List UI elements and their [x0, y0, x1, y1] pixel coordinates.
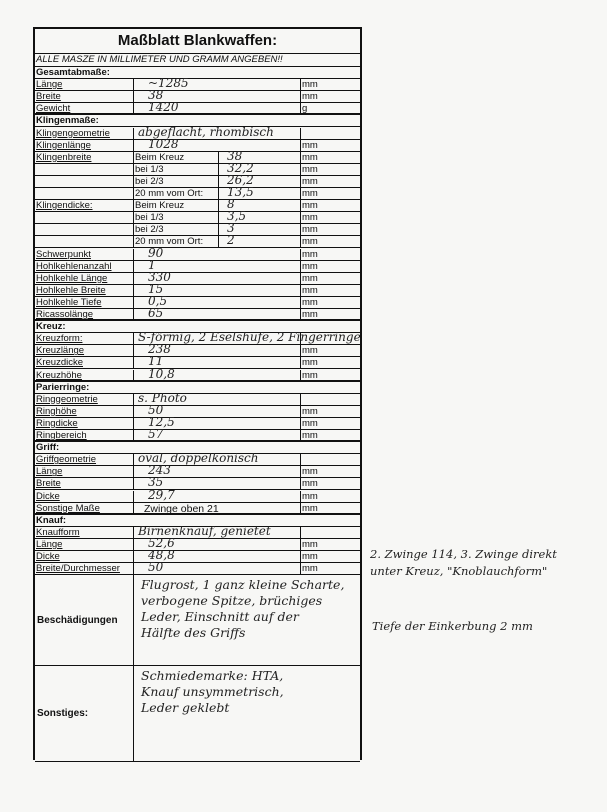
row-label: Hohlkehle Tiefe — [36, 296, 102, 308]
handwritten-value: Birnenknauf, genietet — [138, 523, 271, 538]
table-row — [35, 185, 360, 200]
handwritten-value: 3 — [227, 221, 235, 236]
table-row — [35, 402, 360, 418]
row-label: Knaufform — [36, 526, 80, 538]
section-title: Griff: — [36, 442, 60, 454]
unit-label: mm — [302, 188, 318, 199]
sheet-subtitle: ALLE MASZE IN MILLIMETER UND GRAMM ANGEBEN!! — [35, 53, 360, 67]
row-sublabel: bei 2/3 — [133, 224, 218, 235]
value-field[interactable] — [133, 427, 301, 441]
unit-label: mm — [302, 236, 318, 248]
unit-label: mm — [302, 345, 318, 357]
unit-label: mm — [302, 490, 318, 502]
table-row — [35, 221, 360, 236]
handwritten-value: 50 — [148, 560, 164, 575]
table-row — [35, 535, 360, 551]
value-field[interactable] — [133, 245, 301, 260]
handwritten-value: ~1285 — [148, 76, 189, 91]
row-label: Kreuzlänge — [36, 345, 85, 357]
unit-label: mm — [302, 478, 318, 490]
table-row — [35, 475, 360, 490]
table-row — [35, 88, 360, 103]
handwritten-value: 330 — [148, 269, 171, 284]
unit-label: mm — [302, 538, 318, 550]
measurement-sheet — [33, 27, 362, 760]
row-label: Kreuzhöhe — [36, 369, 82, 381]
unit-label: mm — [302, 309, 318, 320]
unit-label: mm — [302, 224, 318, 236]
table-row — [35, 366, 360, 382]
unit-label: mm — [302, 502, 318, 514]
row-label: Griffgeometrie — [36, 454, 97, 466]
unit-label: mm — [302, 272, 318, 284]
row-label: Klingendicke: — [36, 200, 93, 212]
row-label: Ringhöhe — [36, 405, 77, 417]
value-field[interactable] — [133, 100, 301, 115]
unit-label: mm — [302, 91, 318, 103]
zwinge-note-line-2: unter Kreuz, "Knoblauchform" — [370, 564, 548, 578]
handwritten-value: 90 — [148, 245, 164, 260]
misc-box — [35, 666, 360, 762]
unit-label — [301, 527, 362, 538]
handwritten-value: 48,8 — [148, 548, 175, 562]
remark-line: Schmiedemarke: HTA, — [141, 668, 284, 684]
table-row — [35, 148, 360, 164]
row-label: Ricassolänge — [36, 309, 94, 320]
table-row — [35, 342, 360, 357]
handwritten-value: 57 — [148, 427, 164, 441]
handwritten-value: 29,7 — [148, 487, 175, 502]
table-row — [35, 560, 360, 575]
unit-label: mm — [302, 175, 318, 187]
handwritten-value: abgeflacht, rhombisch — [138, 124, 274, 139]
row-label: Dicke — [36, 551, 60, 562]
unit-label: mm — [302, 248, 318, 260]
handwritten-value: S-förmig, 2 Eselshufe, 2 Fingerringe — [138, 330, 361, 345]
remark-line: Leder geklebt — [141, 700, 230, 716]
value-field[interactable] — [218, 233, 301, 248]
row-sublabel: 20 mm vom Ort: — [133, 188, 218, 199]
unit-label: mm — [302, 430, 318, 441]
row-sublabel: bei 1/3 — [133, 212, 218, 223]
handwritten-value: 65 — [148, 306, 164, 320]
table-row — [35, 451, 360, 466]
handwritten-value: 10,8 — [148, 366, 175, 381]
row-label — [35, 164, 133, 175]
unit-label: mm — [302, 139, 318, 151]
row-label: Ringgeometrie — [36, 393, 98, 405]
row-sublabel: bei 1/3 — [133, 164, 218, 175]
handwritten-value: 1420 — [148, 100, 179, 115]
row-sublabel: 20 mm vom Ort: — [133, 236, 218, 247]
section-header-row — [35, 67, 360, 79]
row-label: Dicke — [36, 490, 60, 502]
column-divider — [133, 666, 134, 761]
row-label: Hohlkehlenanzahl — [36, 260, 112, 272]
box-label: Beschädigungen — [37, 614, 118, 626]
handwritten-value: oval, doppelkonisch — [138, 451, 259, 466]
unit-label: mm — [302, 405, 318, 417]
unit-label: mm — [302, 79, 318, 91]
table-row — [35, 209, 360, 224]
handwritten-value: 2 — [227, 233, 235, 248]
row-label: Länge — [36, 79, 63, 91]
unit-label: mm — [302, 260, 318, 272]
handwritten-value: 8 — [227, 197, 235, 212]
table-row — [35, 523, 360, 539]
row-sublabel: bei 2/3 — [133, 176, 218, 187]
remark-line: Leder, Einschnitt auf der — [141, 609, 299, 625]
handwritten-value: 26,2 — [227, 172, 254, 187]
unit-label: g — [302, 103, 308, 115]
row-sublabel: Beim Kreuz — [133, 200, 218, 211]
handwritten-value: 15 — [148, 281, 164, 296]
row-label: Breite — [36, 91, 61, 103]
row-label: Breite/Durchmesser — [36, 563, 120, 575]
row-label: Länge — [36, 538, 63, 550]
value-field[interactable] — [133, 503, 301, 513]
section-title: Knauf: — [36, 514, 67, 526]
value-field[interactable] — [133, 487, 301, 502]
table-row — [35, 124, 360, 140]
handwritten-value: 38 — [148, 88, 164, 103]
row-label — [35, 176, 133, 187]
row-label — [35, 212, 133, 223]
row-label: Sonstige Maße — [36, 502, 100, 514]
handwritten-value: s. Photo — [138, 390, 187, 405]
zwinge-note-line-1: 2. Zwinge 114, 3. Zwinge direkt — [370, 547, 557, 561]
table-row — [35, 354, 360, 369]
row-label — [35, 188, 133, 199]
handwritten-value: 238 — [148, 342, 171, 357]
row-label: Ringdicke — [36, 417, 78, 429]
table-row — [35, 463, 360, 478]
section-header-row — [35, 382, 360, 394]
handwritten-value: 35 — [148, 475, 164, 490]
table-row — [35, 136, 360, 152]
handwritten-value: 1 — [148, 257, 156, 272]
row-label: Kreuzform: — [36, 333, 83, 345]
value-field[interactable] — [133, 366, 301, 381]
unit-label: mm — [302, 417, 318, 429]
table-row — [35, 306, 360, 321]
row-label: Klingengeometrie — [36, 127, 110, 139]
unit-label — [301, 128, 362, 139]
row-label: Hohlkehle Breite — [36, 284, 106, 296]
table-row — [35, 293, 360, 309]
table-row — [35, 503, 360, 515]
table-row — [35, 76, 360, 91]
table-row — [35, 100, 360, 115]
handwritten-remarks[interactable] — [141, 668, 367, 716]
unit-label: mm — [302, 466, 318, 478]
handwritten-remarks[interactable] — [141, 577, 367, 641]
unit-label: mm — [302, 284, 318, 296]
table-row — [35, 548, 360, 563]
table-row — [35, 245, 360, 261]
table-row — [35, 487, 360, 503]
handwritten-value: 11 — [148, 354, 164, 369]
row-label: Hohlkehle Länge — [36, 272, 108, 284]
unit-label: mm — [302, 551, 318, 562]
section-title: Kreuz: — [36, 321, 66, 333]
table-row — [35, 257, 360, 273]
table-row — [35, 390, 360, 406]
value-field[interactable] — [133, 560, 301, 575]
remark-line: Flugrost, 1 ganz kleine Scharte, — [141, 577, 345, 593]
handwritten-value: Zwinge oben 21 — [144, 502, 219, 515]
unit-label: mm — [302, 357, 318, 369]
column-divider — [133, 575, 134, 665]
handwritten-value: 32,2 — [227, 160, 254, 175]
row-label: Klingenlänge — [36, 139, 91, 151]
table-row — [35, 172, 360, 188]
unit-label: mm — [302, 151, 318, 163]
table-row — [35, 414, 360, 430]
value-field[interactable] — [133, 136, 301, 151]
row-label: Gewicht — [36, 103, 71, 115]
unit-label — [301, 333, 362, 344]
remark-line: Hälfte des Griffs — [141, 625, 246, 641]
einkerbung-note: Tiefe der Einkerbung 2 mm — [372, 619, 533, 633]
unit-label: mm — [302, 163, 318, 175]
handwritten-value: 243 — [148, 463, 171, 478]
unit-label: mm — [302, 563, 318, 575]
handwritten-value: 50 — [148, 402, 164, 417]
row-label: Breite — [36, 478, 61, 490]
handwritten-value: 3,5 — [227, 209, 247, 224]
remark-line: Knauf unsymmetrisch, — [141, 684, 284, 700]
row-label: Ringbereich — [36, 430, 87, 441]
handwritten-value: 1028 — [148, 136, 179, 151]
box-label: Sonstiges: — [37, 708, 89, 720]
handwritten-value: 13,5 — [227, 185, 254, 199]
value-field[interactable] — [133, 306, 301, 320]
row-label — [35, 236, 133, 247]
damages-box — [35, 575, 360, 666]
table-row — [35, 197, 360, 212]
row-label: Kreuzdicke — [36, 357, 83, 369]
unit-label: mm — [302, 200, 318, 212]
row-label — [35, 224, 133, 235]
row-sublabel: Beim Kreuz — [133, 152, 218, 163]
row-label: Klingenbreite — [36, 151, 92, 163]
handwritten-value: 52,6 — [148, 535, 175, 550]
sheet-title: Maßblatt Blankwaffen: — [35, 29, 360, 54]
row-label: Schwerpunkt — [36, 248, 91, 260]
table-row — [35, 330, 361, 345]
table-row — [35, 160, 360, 176]
unit-label — [301, 394, 362, 405]
section-title: Gesamtabmaße: — [36, 67, 110, 78]
section-title: Parierringe: — [36, 381, 90, 393]
unit-label: mm — [302, 369, 318, 381]
handwritten-value: 0,5 — [148, 293, 168, 308]
row-label: Länge — [36, 466, 63, 478]
handwritten-value: 38 — [227, 148, 243, 163]
unit-label: mm — [302, 212, 318, 224]
handwritten-value: 12,5 — [148, 414, 175, 429]
table-row — [35, 427, 360, 442]
table-row — [35, 233, 360, 248]
table-row — [35, 269, 360, 285]
unit-label: mm — [302, 296, 318, 308]
section-title: Klingenmaße: — [36, 115, 99, 127]
unit-label — [301, 454, 362, 465]
table-row — [35, 281, 360, 297]
remark-line: verbogene Spitze, brüchiges — [141, 593, 323, 609]
